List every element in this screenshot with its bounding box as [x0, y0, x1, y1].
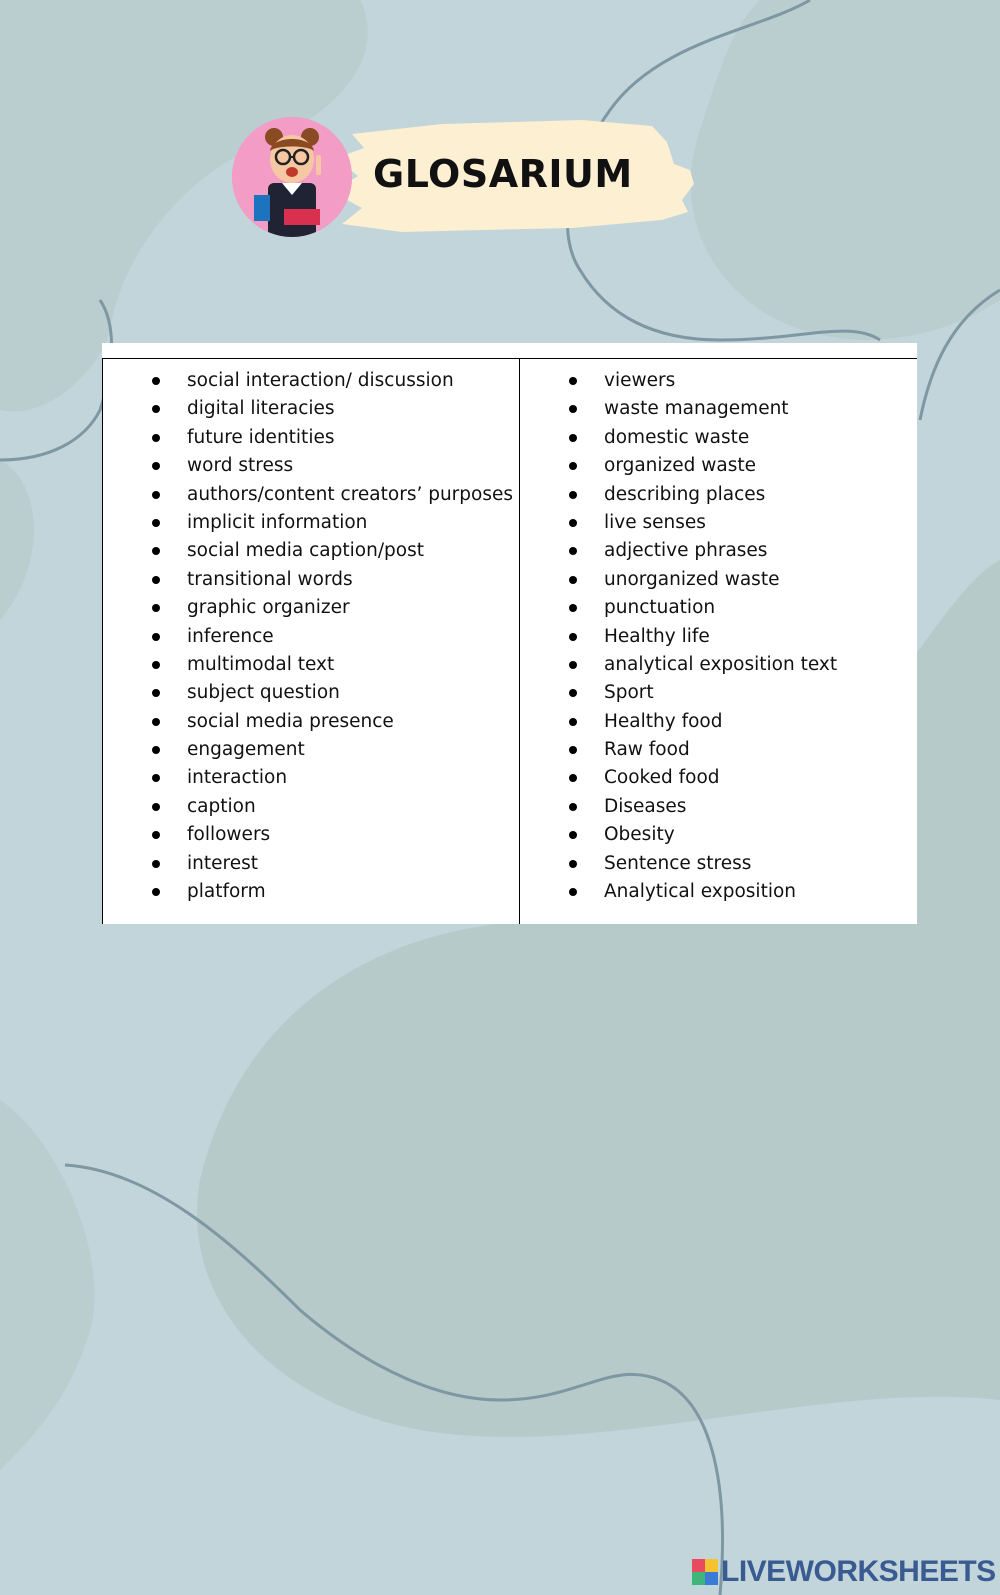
glossary-left-column: [152, 367, 517, 906]
glossary-term: adjective phrases: [569, 537, 914, 565]
glossary-term: Sport: [569, 679, 914, 707]
glossary-term: viewers: [569, 367, 914, 395]
glossary-term: Sentence stress: [569, 850, 914, 878]
glossary-term: digital literacies: [152, 395, 517, 423]
glossary-term: followers: [152, 821, 517, 849]
glossary-term: engagement: [152, 736, 517, 764]
brand-name: LIVEWORKSHEETS: [721, 1555, 996, 1588]
table-left-border: [102, 358, 103, 924]
glossary-term: Diseases: [569, 793, 914, 821]
table-column-divider: [519, 358, 520, 924]
glossary-term: inference: [152, 623, 517, 651]
glossary-term: multimodal text: [152, 651, 517, 679]
glossary-term: platform: [152, 878, 517, 906]
glossary-term: graphic organizer: [152, 594, 517, 622]
liveworksheets-logo-icon: [692, 1559, 718, 1585]
glossary-term: Analytical exposition: [569, 878, 914, 906]
glossary-term: caption: [152, 793, 517, 821]
glossary-term: Cooked food: [569, 764, 914, 792]
glossary-term: word stress: [152, 452, 517, 480]
glossary-term: social interaction/ discussion: [152, 367, 517, 395]
glossary-term: describing places: [569, 481, 914, 509]
glossary-term: interaction: [152, 764, 517, 792]
glossary-term: social media presence: [152, 708, 517, 736]
glossary-term: domestic waste: [569, 424, 914, 452]
glossary-term: subject question: [152, 679, 517, 707]
glossary-term: transitional words: [152, 566, 517, 594]
glossary-term: unorganized waste: [569, 566, 914, 594]
glossary-term: Raw food: [569, 736, 914, 764]
glossary-term: interest: [152, 850, 517, 878]
glossary-table: [102, 343, 917, 924]
glossary-term: Healthy food: [569, 708, 914, 736]
glossary-term: future identities: [152, 424, 517, 452]
liveworksheets-brand: [692, 1555, 996, 1589]
girl-illustration-icon: [232, 117, 352, 237]
glossary-term: analytical exposition text: [569, 651, 914, 679]
glossary-term: Healthy life: [569, 623, 914, 651]
table-top-border: [102, 358, 917, 359]
glossary-term: implicit information: [152, 509, 517, 537]
glossary-term: authors/content creators’ purposes: [152, 481, 517, 509]
glossary-term: Obesity: [569, 821, 914, 849]
page-title: GLOSARIUM: [373, 152, 633, 196]
glossary-right-column: [569, 367, 914, 906]
glossary-term: live senses: [569, 509, 914, 537]
glossary-term: social media caption/post: [152, 537, 517, 565]
glossary-term: waste management: [569, 395, 914, 423]
glossary-term: organized waste: [569, 452, 914, 480]
glossary-term: punctuation: [569, 594, 914, 622]
student-avatar: [232, 117, 352, 237]
